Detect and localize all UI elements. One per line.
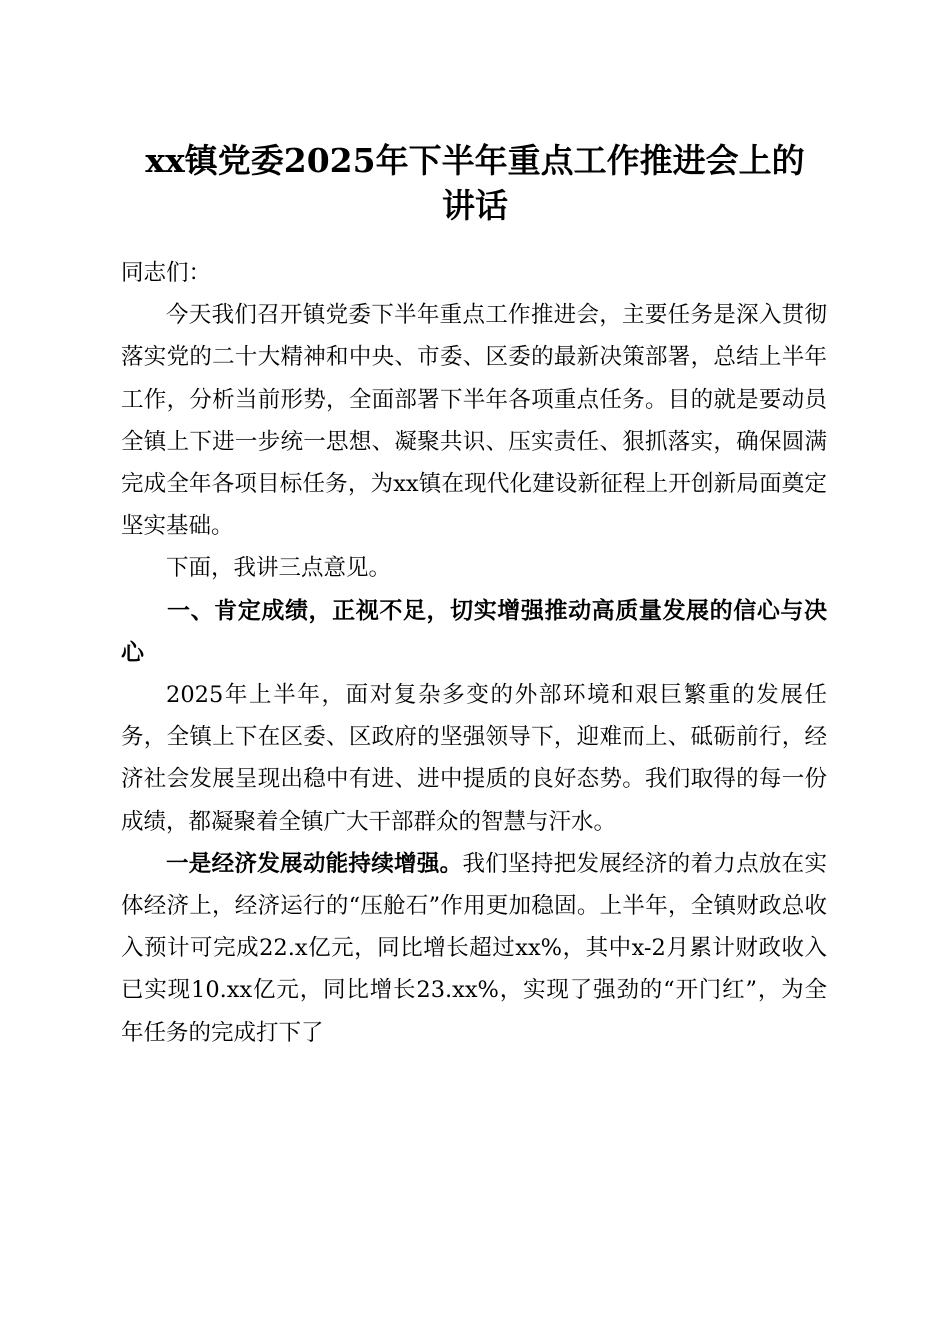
summary-paragraph: 2025年上半年，面对复杂多变的外部环境和艰巨繁重的发展任务，全镇上下在区委、区政府的坚强领导下，迎难而上、砥砺前行，经济社会发展呈现出稳中有进、进中提质的良好态势。我们取得的每一份成绩，都凝聚着全镇广大干部群众的智慧与汗水。 (121, 682, 827, 835)
point-1-text: 我们坚持把发展经济的着力点放在实体经济上，经济运行的“压舱石”作用更加稳固。上半年，全镇财政总收入预计可完成22.x亿元，同比增长超过xx%，其中x-2月累计财政收入已实现10.xx亿元，同比增长23.xx%，实现了强劲的“开门红”，为全年任务的完成打下了 (121, 850, 827, 1046)
document-title (100, 138, 850, 228)
intro-paragraph: 今天我们召开镇党委下半年重点工作推进会，主要任务是深入贯彻落实党的二十大精神和中央、市委、区委的最新决策部署，总结上半年工作，分析当前形势，全面部署下半年各项重点任务。目的就是要动员全镇上下进一步统一思想、凝聚共识、压实责任、狠抓落实，确保圆满完成全年各项目标任务，为xx镇在现代化建设新征程上开创新局面奠定坚实基础。 (121, 302, 827, 540)
title-line-1: xx镇党委2025年下半年重点工作推进会上的 (145, 141, 805, 180)
title-line-2: 讲话 (442, 186, 508, 225)
section-1-heading: 一、肯定成绩，正视不足，切实增强推动高质量发展的信心与决心 (121, 597, 827, 666)
salutation: 同志们： (121, 260, 212, 286)
transition-paragraph: 下面，我讲三点意见。 (166, 555, 392, 582)
point-1-paragraph (121, 843, 827, 1054)
point-1-lead: 一是经济发展动能持续增强。 (166, 850, 463, 877)
document-body (121, 252, 827, 1054)
